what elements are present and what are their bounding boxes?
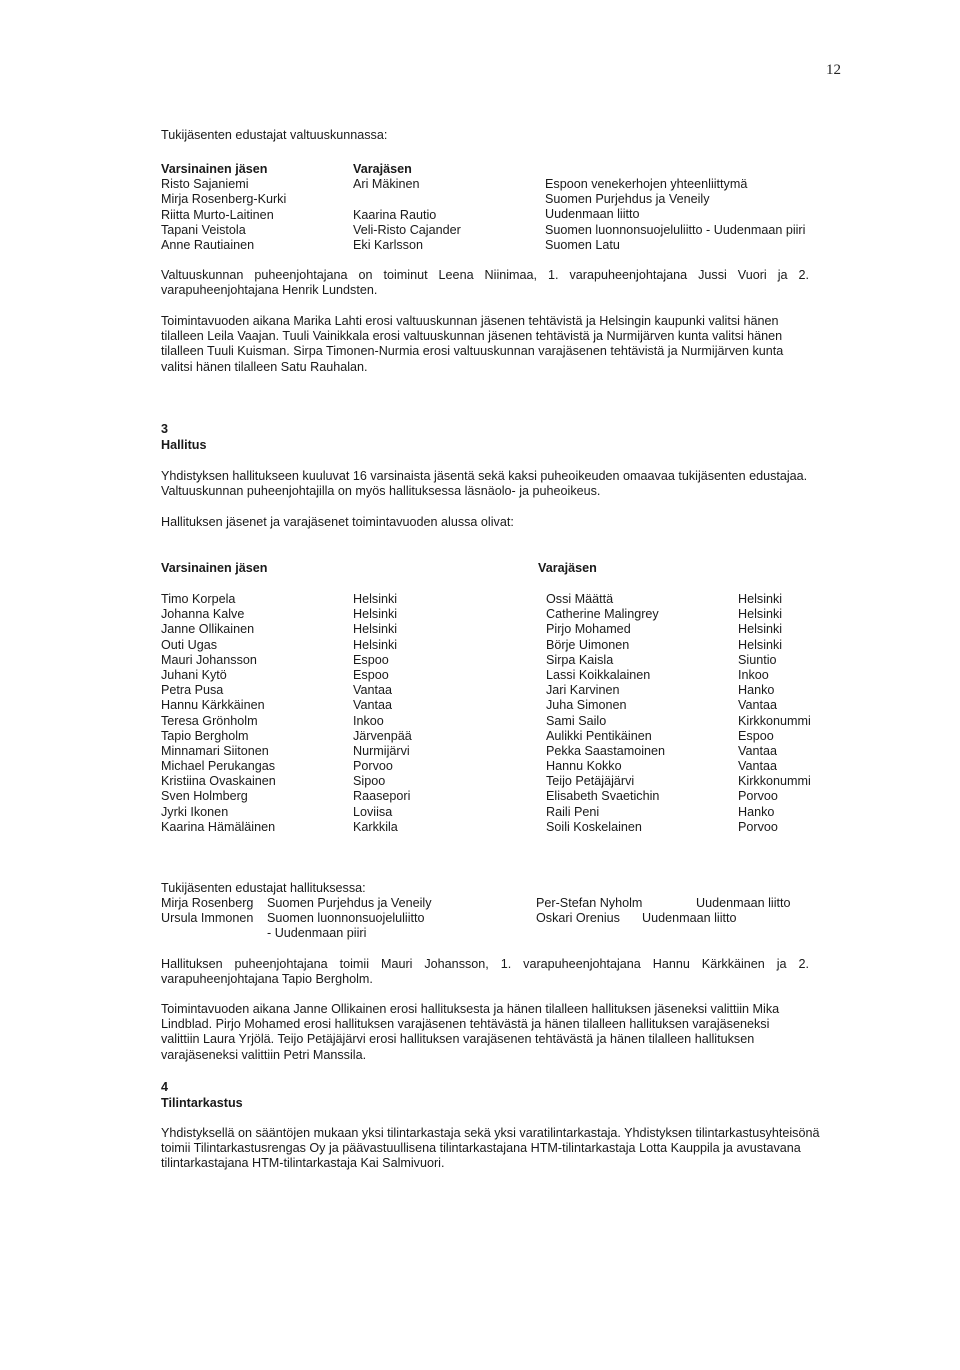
board-member-city: Vantaa	[353, 683, 392, 698]
board-deputy: Elisabeth Svaetichin	[546, 789, 660, 804]
board-deputy-city: Vantaa	[738, 759, 777, 774]
council-org: Suomen Latu	[545, 237, 620, 252]
board-changes-paragraph: Toimintavuoden aikana Janne Ollikainen erosi hallituksesta ja hänen tilalleen hallituksen jäseneksi valittiin Mika Lindblad. Pirjo Mohamed erosi hallituksen varajäsenen tehtävästä ja hänen tilalleen hallituksen varajäseneksi valittiin Laura Yrjölä. Teijo Petäjäjärvi erosi hallituksen varajäsenen tehtävästä ja hänen tilalleen hallituksen varajäseneksi valittiin Petri Manssila.	[161, 1002, 780, 1062]
council-deputy: Kaarina Rautio	[353, 207, 437, 222]
council-org-column	[545, 177, 805, 253]
council-support-heading: Tukijäsenten edustajat valtuuskunnassa:	[161, 128, 388, 142]
board-deputy-city: Siuntio	[738, 652, 777, 667]
board-deputy: Pirjo Mohamed	[546, 622, 631, 637]
board-member: Outi Ugas	[161, 637, 217, 652]
board-member: Timo Korpela	[161, 592, 236, 606]
board-deputy: Catherine Malingrey	[546, 607, 659, 622]
board-deputy-city: Helsinki	[738, 622, 783, 637]
board-member: Minnamari Siitonen	[161, 743, 269, 758]
board-deputy-city: Hanko	[738, 804, 775, 819]
board-member-header: Varsinainen jäsen	[161, 561, 268, 575]
board-member: Hannu Kärkkäinen	[161, 698, 265, 713]
support-name: Ursula Immonen	[161, 911, 254, 926]
council-org: Suomen Purjehdus ja Veneily	[545, 192, 710, 207]
board-member-city: Karkkila	[353, 819, 398, 834]
support-org: Suomen Purjehdus ja Veneily	[267, 896, 432, 910]
section-4-number: 4	[161, 1080, 169, 1094]
board-deputy-city: Porvoo	[738, 789, 778, 804]
board-member: Juhani Kytö	[161, 667, 227, 682]
board-member-city: Sipoo	[353, 774, 386, 789]
audit-paragraph: Yhdistyksellä on sääntöjen mukaan yksi tilintarkastaja sekä yksi varatilintarkastaja. Yhdistyksen tilintarkastusyhteisönä toimii Tilintarkastusrengas Oy ja päävastuullisena tilintarkastajana HTM-tilintarkastaja Lotta Kauppila ja avustavana tilintarkastajana HTM-tilintarkastaja Kai Salmivuori.	[161, 1126, 820, 1171]
board-deputy: Sirpa Kaisla	[546, 652, 614, 667]
board-member: Johanna Kalve	[161, 607, 245, 622]
board-support-right-org-2	[642, 911, 737, 926]
board-deputy-city: Vantaa	[738, 698, 777, 713]
council-member-column	[161, 162, 286, 253]
board-deputy: Raili Peni	[546, 804, 600, 819]
council-deputy: Ari Mäkinen	[353, 177, 420, 192]
board-member-city: Helsinki	[353, 607, 398, 622]
board-member-city: Helsinki	[353, 592, 398, 606]
board-member-city-column	[353, 592, 412, 835]
board-support-left-orgs	[267, 896, 432, 942]
board-deputy: Juha Simonen	[546, 698, 627, 713]
board-member-city: Espoo	[353, 667, 389, 682]
support-org: Uudenmaan liitto	[642, 911, 737, 925]
board-deputy-city: Helsinki	[738, 592, 783, 606]
board-member-city: Porvoo	[353, 759, 393, 774]
council-org: Suomen luonnonsuojeluliitto - Uudenmaan piiri	[545, 222, 806, 237]
board-member-city: Helsinki	[353, 637, 398, 652]
council-deputy-header: Varajäsen	[353, 162, 412, 176]
board-deputy-city: Helsinki	[738, 637, 783, 652]
board-member-column	[161, 592, 276, 835]
board-member-city: Järvenpää	[353, 728, 412, 743]
council-member: Mirja Rosenberg-Kurki	[161, 192, 287, 207]
support-org: Uudenmaan liitto	[696, 896, 791, 910]
board-member: Petra Pusa	[161, 683, 224, 698]
support-name: Per-Stefan Nyholm	[536, 896, 643, 910]
board-deputy: Aulikki Pentikäinen	[546, 728, 652, 743]
board-deputy: Börje Uimonen	[546, 637, 630, 652]
board-deputy-city: Kirkkonummi	[738, 774, 811, 789]
support-org-continued: - Uudenmaan piiri	[267, 926, 367, 941]
board-deputy-city: Vantaa	[738, 743, 777, 758]
board-support-heading: Tukijäsenten edustajat hallituksessa:	[161, 881, 366, 895]
board-deputy-city: Porvoo	[738, 819, 778, 834]
section-3-number: 3	[161, 422, 169, 436]
board-support-right-org-1	[696, 896, 791, 911]
board-deputy-city: Kirkkonummi	[738, 713, 811, 728]
support-name: Oskari Orenius	[536, 911, 620, 926]
board-member: Kristiina Ovaskainen	[161, 774, 276, 789]
board-member: Michael Perukangas	[161, 759, 276, 774]
board-list-intro: Hallituksen jäsenet ja varajäsenet toimintavuoden alussa olivat:	[161, 515, 514, 529]
board-member-city: Nurmijärvi	[353, 743, 410, 758]
council-org: Uudenmaan liitto	[545, 207, 640, 222]
board-deputy: Jari Karvinen	[546, 683, 620, 698]
board-chair-paragraph: Hallituksen puheenjohtajana toimii Mauri Johansson, 1. varapuheenjohtajana Hannu Kärkkäinen ja 2. varapuheenjohtajana Tapio Bergholm.	[161, 957, 809, 987]
council-changes-paragraph: Toimintavuoden aikana Marika Lahti erosi valtuuskunnan jäsenen tehtävistä ja Helsingin kaupunki valitsi hänen tilalleen Leila Vaajan. Tuuli Vainikkala erosi valtuuskunnan jäsenen tehtävistä ja Nurmijärven kunta valitsi hänen tilalleen Tuuli Kuisman. Sirpa Timonen-Nurmia erosi valtuuskunnan varajäsenen tehtävistä ja Nurmijärven kunta valitsi hänen tilalleen Satu Rauhalan.	[161, 314, 784, 374]
board-member-city: Loviisa	[353, 804, 393, 819]
board-deputy: Sami Sailo	[546, 713, 607, 728]
board-member: Jyrki Ikonen	[161, 804, 229, 819]
board-deputy: Ossi Määttä	[546, 592, 614, 606]
board-member: Sven Holmberg	[161, 789, 248, 804]
board-member-city: Helsinki	[353, 622, 398, 637]
board-member-city: Vantaa	[353, 698, 392, 713]
section-3-title: Hallitus	[161, 438, 207, 452]
board-member: Janne Ollikainen	[161, 622, 255, 637]
board-deputy-city-column	[738, 592, 811, 835]
board-intro-paragraph: Yhdistyksen hallitukseen kuuluvat 16 varsinaista jäsentä sekä kaksi puheoikeuden omaavaa tukijäsenten edustajaa. Valtuuskunnan puheenjohtajilla on myös hallituksessa läsnäolo- ja puheoikeus.	[161, 469, 808, 499]
council-org: Espoon venekerhojen yhteenliittymä	[545, 177, 748, 191]
board-support-left-names	[161, 896, 253, 926]
council-member: Riitta Murto-Laitinen	[161, 207, 274, 222]
board-member: Mauri Johansson	[161, 652, 257, 667]
council-deputy: Eki Karlsson	[353, 237, 423, 252]
board-deputy-city: Inkoo	[738, 667, 769, 682]
council-deputy	[353, 192, 461, 207]
board-deputy-column	[546, 592, 665, 835]
board-deputy-header: Varajäsen	[538, 561, 597, 575]
section-4-title: Tilintarkastus	[161, 1096, 243, 1110]
board-member-city: Raasepori	[353, 789, 411, 804]
council-member-header: Varsinainen jäsen	[161, 162, 268, 176]
council-member: Risto Sajaniemi	[161, 177, 249, 192]
board-deputy: Lassi Koikkalainen	[546, 667, 651, 682]
council-chair-paragraph: Valtuuskunnan puheenjohtajana on toiminut Leena Niinimaa, 1. varapuheenjohtajana Jussi Vuori ja 2. varapuheenjohtajana Henrik Lundsten.	[161, 268, 809, 298]
support-org: Suomen luonnonsuojeluliitto	[267, 911, 425, 926]
board-deputy: Teijo Petäjäjärvi	[546, 774, 635, 789]
board-member-city: Inkoo	[353, 713, 384, 728]
council-member: Anne Rautiainen	[161, 237, 255, 252]
board-deputy-city: Hanko	[738, 683, 775, 698]
board-member: Teresa Grönholm	[161, 713, 258, 728]
page-number: 12	[826, 62, 841, 78]
board-deputy: Pekka Saastamoinen	[546, 743, 666, 758]
board-member: Kaarina Hämäläinen	[161, 819, 276, 834]
council-deputy: Veli-Risto Cajander	[353, 222, 461, 237]
board-deputy-city: Espoo	[738, 728, 774, 743]
board-member: Tapio Bergholm	[161, 728, 249, 743]
board-deputy: Hannu Kokko	[546, 759, 622, 774]
board-member-city: Espoo	[353, 652, 389, 667]
council-member: Tapani Veistola	[161, 222, 246, 237]
board-deputy-city: Helsinki	[738, 607, 783, 622]
board-deputy: Soili Koskelainen	[546, 819, 642, 834]
support-name: Mirja Rosenberg	[161, 896, 254, 910]
board-support-right-names	[536, 896, 642, 926]
council-deputy-column	[353, 162, 461, 253]
